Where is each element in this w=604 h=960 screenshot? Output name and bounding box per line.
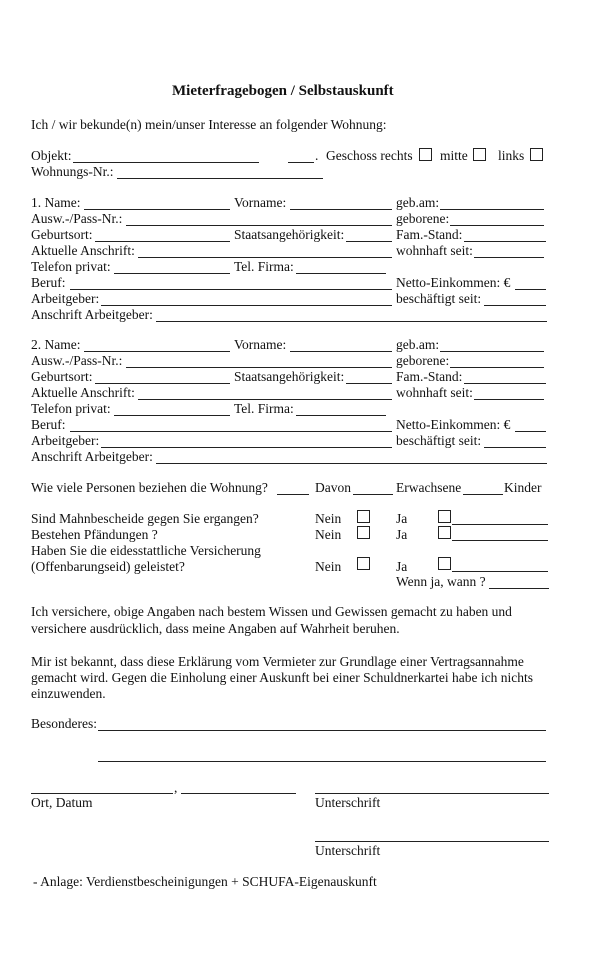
telfirma-field[interactable] — [296, 273, 386, 274]
telfirma-field[interactable] — [296, 415, 386, 416]
objekt-field[interactable] — [73, 162, 259, 163]
links-checkbox[interactable] — [530, 148, 543, 161]
beschaeftigt-field[interactable] — [484, 447, 546, 448]
netto-field[interactable] — [515, 431, 546, 432]
besonderes-field-1[interactable] — [98, 730, 546, 731]
telfirma-label: Tel. Firma: — [234, 259, 294, 274]
famstand-field[interactable] — [464, 383, 546, 384]
geschoss-rechts-label: Geschoss rechts — [326, 148, 413, 163]
mitte-label: mitte — [440, 148, 468, 163]
dot-text: . — [315, 148, 319, 163]
wenn-ja-field[interactable] — [489, 588, 549, 589]
links-label: links — [498, 148, 525, 163]
netto-label: Netto-Einkommen: € — [396, 417, 511, 432]
wohnhaft-label: wohnhaft seit: — [396, 243, 473, 258]
ausw-field[interactable] — [126, 367, 392, 368]
wohnhaft-field[interactable] — [474, 399, 544, 400]
beruf-field[interactable] — [70, 431, 392, 432]
staat-label: Staatsangehörigkeit: — [234, 227, 345, 242]
vorname-label: Vorname: — [234, 195, 287, 210]
rechts-checkbox[interactable] — [419, 148, 432, 161]
unterschrift-2-field[interactable] — [315, 841, 549, 842]
declaration-2-line-2: gemacht wird. Gegen die Einholung einer Auskunft bei einer Schuldnerkartei habe ich nichts — [31, 670, 533, 685]
vorname-field[interactable] — [290, 351, 392, 352]
name-field[interactable] — [84, 209, 230, 210]
beschaeftigt-label: beschäftigt seit: — [396, 433, 482, 448]
staat-label: Staatsangehörigkeit: — [234, 369, 345, 384]
persons-field[interactable] — [277, 494, 309, 495]
gebam-field[interactable] — [440, 209, 544, 210]
eidesstattlich-ja-checkbox[interactable] — [438, 557, 451, 570]
geschoss-field[interactable] — [288, 162, 314, 163]
telprivat-label: Telefon privat: — [31, 401, 111, 416]
pfaendungen-detail-field[interactable] — [452, 540, 548, 541]
anschrift-field[interactable] — [138, 257, 392, 258]
question-pfaendungen: Bestehen Pfändungen ? — [31, 527, 158, 542]
wohnungsnr-label: Wohnungs-Nr.: — [31, 164, 114, 179]
wohnungsnr-field[interactable] — [117, 178, 323, 179]
netto-label: Netto-Einkommen: € — [396, 275, 511, 290]
geburtsort-label: Geburtsort: — [31, 227, 93, 242]
objekt-label: Objekt: — [31, 148, 72, 163]
anschrift-ag-field[interactable] — [156, 463, 547, 464]
mahnbescheide-nein-checkbox[interactable] — [357, 510, 370, 523]
page-title: Mieterfragebogen / Selbstauskunft — [172, 83, 394, 99]
question-mahnbescheide: Sind Mahnbescheide gegen Sie ergangen? — [31, 511, 259, 526]
geborene-label: geborene: — [396, 353, 450, 368]
davon-label: Davon — [315, 480, 351, 495]
declaration-1-line-2: versichere ausdrücklich, dass meine Angaben auf Wahrheit beruhen. — [31, 621, 400, 636]
vorname-label: Vorname: — [234, 337, 287, 352]
ausw-label: Ausw.-/Pass-Nr.: — [31, 211, 123, 226]
geburtsort-label: Geburtsort: — [31, 369, 93, 384]
geborene-field[interactable] — [450, 367, 544, 368]
gebam-label: geb.am: — [396, 337, 440, 352]
anlage-text: - Anlage: Verdienstbescheinigungen + SCHUFA-Eigenauskunft — [33, 874, 377, 889]
anschrift-ag-label: Anschrift Arbeitgeber: — [31, 307, 153, 322]
eidesstattlich-nein-checkbox[interactable] — [357, 557, 370, 570]
name-label: 2. Name: — [31, 337, 81, 352]
anschrift-ag-field[interactable] — [156, 321, 547, 322]
famstand-field[interactable] — [464, 241, 546, 242]
pfaendungen-ja-checkbox[interactable] — [438, 526, 451, 539]
gebam-label: geb.am: — [396, 195, 440, 210]
geborene-label: geborene: — [396, 211, 450, 226]
mahnbescheide-ja-checkbox[interactable] — [438, 510, 451, 523]
wohnhaft-field[interactable] — [474, 257, 544, 258]
name-label: 1. Name: — [31, 195, 81, 210]
datum-field[interactable] — [181, 793, 296, 794]
persons-question: Wie viele Personen beziehen die Wohnung? — [31, 480, 268, 495]
name-field[interactable] — [84, 351, 230, 352]
unterschrift-1-field[interactable] — [315, 793, 549, 794]
anschrift-label: Aktuelle Anschrift: — [31, 385, 135, 400]
pfaendungen-nein-checkbox[interactable] — [357, 526, 370, 539]
mahnbescheide-detail-field[interactable] — [452, 524, 548, 525]
ort-datum-label: Ort, Datum — [31, 795, 93, 810]
beruf-field[interactable] — [70, 289, 392, 290]
staat-field[interactable] — [346, 383, 392, 384]
comma-text: , — [174, 780, 178, 795]
anschrift-field[interactable] — [138, 399, 392, 400]
ja-label: Ja — [396, 559, 408, 574]
ausw-field[interactable] — [126, 225, 392, 226]
davon-field[interactable] — [353, 494, 393, 495]
wenn-ja-label: Wenn ja, wann ? — [396, 574, 486, 589]
beschaeftigt-label: beschäftigt seit: — [396, 291, 482, 306]
famstand-label: Fam.-Stand: — [396, 369, 463, 384]
staat-field[interactable] — [346, 241, 392, 242]
unterschrift-2-label: Unterschrift — [315, 843, 381, 858]
unterschrift-1-label: Unterschrift — [315, 795, 381, 810]
declaration-1-line-1: Ich versichere, obige Angaben nach bestem Wissen und Gewissen gemacht zu haben und — [31, 604, 512, 619]
beruf-label: Beruf: — [31, 275, 66, 290]
eidesstattlich-detail-field[interactable] — [452, 571, 548, 572]
arbeitgeber-field[interactable] — [101, 447, 392, 448]
declaration-2-line-3: einzuwenden. — [31, 686, 106, 701]
besonderes-field-2[interactable] — [98, 761, 546, 762]
telfirma-label: Tel. Firma: — [234, 401, 294, 416]
kinder-label: Kinder — [504, 480, 542, 495]
telprivat-field[interactable] — [114, 415, 230, 416]
erwachsene-field[interactable] — [463, 494, 503, 495]
ja-label: Ja — [396, 511, 408, 526]
arbeitgeber-field[interactable] — [101, 305, 392, 306]
arbeitgeber-label: Arbeitgeber: — [31, 291, 100, 306]
gebam-field[interactable] — [440, 351, 544, 352]
wohnhaft-label: wohnhaft seit: — [396, 385, 473, 400]
question-eidesstattlich-2: (Offenbarungseid) geleistet? — [31, 559, 185, 574]
beschaeftigt-field[interactable] — [484, 305, 546, 306]
anschrift-label: Aktuelle Anschrift: — [31, 243, 135, 258]
mitte-checkbox[interactable] — [473, 148, 486, 161]
nein-label: Nein — [315, 527, 342, 542]
anschrift-ag-label: Anschrift Arbeitgeber: — [31, 449, 153, 464]
geburtsort-field[interactable] — [95, 383, 230, 384]
nein-label: Nein — [315, 559, 342, 574]
ort-field[interactable] — [31, 793, 173, 794]
vorname-field[interactable] — [290, 209, 392, 210]
ausw-label: Ausw.-/Pass-Nr.: — [31, 353, 123, 368]
ja-label: Ja — [396, 527, 408, 542]
declaration-2-line-1: Mir ist bekannt, dass diese Erklärung vom Vermieter zur Grundlage einer Vertragsannahme — [31, 654, 524, 669]
netto-field[interactable] — [515, 289, 546, 290]
geborene-field[interactable] — [450, 225, 544, 226]
intro-text: Ich / wir bekunde(n) mein/unser Interesse an folgender Wohnung: — [31, 117, 387, 132]
geburtsort-field[interactable] — [95, 241, 230, 242]
famstand-label: Fam.-Stand: — [396, 227, 463, 242]
nein-label: Nein — [315, 511, 342, 526]
beruf-label: Beruf: — [31, 417, 66, 432]
question-eidesstattlich-1: Haben Sie die eidesstattliche Versicherung — [31, 543, 261, 558]
erwachsene-label: Erwachsene — [396, 480, 462, 495]
telprivat-field[interactable] — [114, 273, 230, 274]
besonderes-label: Besonderes: — [31, 716, 97, 731]
arbeitgeber-label: Arbeitgeber: — [31, 433, 100, 448]
telprivat-label: Telefon privat: — [31, 259, 111, 274]
